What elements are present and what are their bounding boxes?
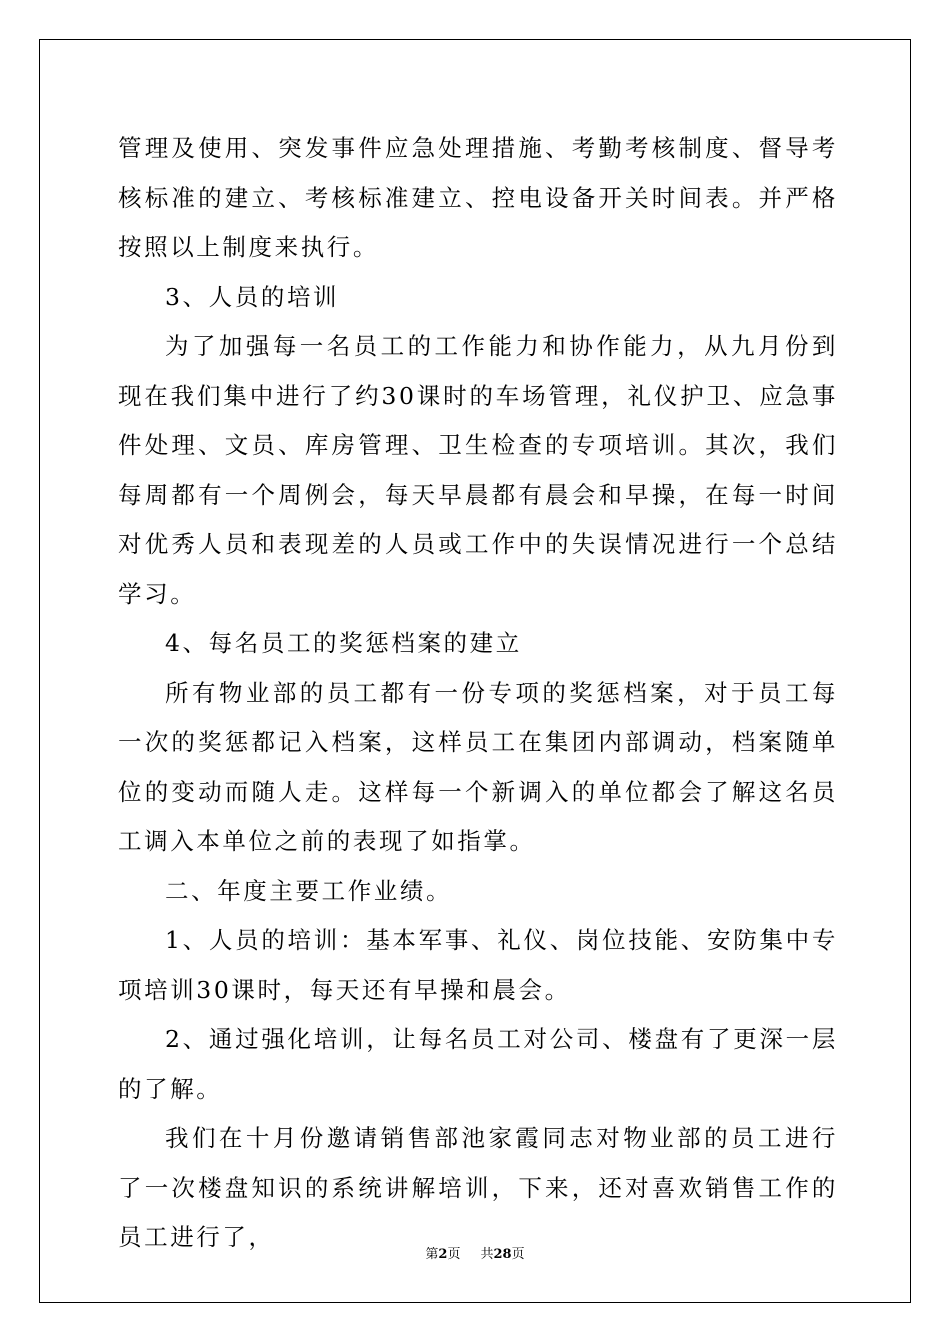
paragraph: 为了加强每一名员工的工作能力和协作能力，从九月份到现在我们集中进行了约30课时的车场管理，礼仪护卫、应急事件处理、文员、库房管理、卫生检查的专项培训。其次，我们每周都有一个周例会，每天早晨都有晨会和早操，在每一时间对优秀人员和表现差的人员或工作中的失误情况进行一个总结学习。 (118, 332, 838, 608)
footer-prefix: 第 (425, 1247, 439, 1262)
paragraph: 2、通过强化培训，让每名员工对公司、楼盘有了更深一层的了解。 (118, 1025, 838, 1103)
section-heading: 二、年度主要工作业绩。 (165, 876, 453, 905)
paragraph: 1、人员的培训：基本军事、礼仪、岗位技能、安防集中专项培训30课时，每天还有早操和晨会。 (118, 926, 838, 1004)
paragraph: 我们在十月份邀请销售部池家霞同志对物业部的员工进行了一次楼盘知识的系统讲解培训，下来，还对喜欢销售工作的员工进行了， (118, 1124, 838, 1251)
footer-page-unit: 页 (447, 1247, 461, 1262)
section-heading: 4、每名员工的奖惩档案的建立 (165, 629, 522, 657)
paragraph: 管理及使用、突发事件应急处理措施、考勤考核制度、督导考核标准的建立、考核标准建立、控电设备开关时间表。并严格按照以上制度来执行。 (118, 134, 838, 261)
document-body (118, 124, 838, 1263)
section-heading: 3、人员的培训 (165, 282, 340, 311)
footer-total-prefix: 共 (480, 1247, 494, 1262)
current-page-number: 2 (438, 1247, 448, 1262)
total-pages-number: 28 (493, 1247, 512, 1262)
footer-total-unit: 页 (511, 1247, 525, 1262)
paragraph: 所有物业部的员工都有一份专项的奖惩档案，对于员工每一次的奖惩都记入档案，这样员工在集团内部调动，档案随单位的变动而随人走。这样每一个新调入的单位都会了解这名员工调入本单位之前的表现了如指掌。 (118, 678, 838, 855)
page-footer (0, 1246, 950, 1264)
